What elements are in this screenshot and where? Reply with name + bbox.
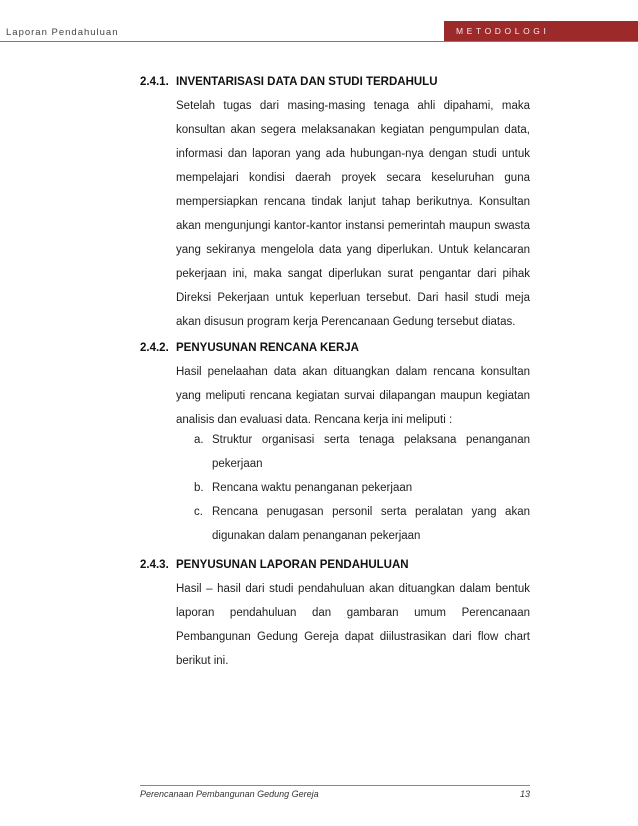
work-plan-list xyxy=(194,428,530,548)
list-item-text: Struktur organisasi serta tenaga pelaksana penanganan pekerjaan xyxy=(212,434,530,470)
section-number: 2.4.2. xyxy=(140,342,169,354)
footer-project-title: Perencanaan Pembangunan Gedung Gereja xyxy=(140,789,319,799)
section-title: PENYUSUNAN LAPORAN PENDAHULUAN xyxy=(176,559,409,571)
section-number: 2.4.1. xyxy=(140,76,169,88)
list-marker: b. xyxy=(194,482,204,494)
list-item xyxy=(194,428,530,476)
list-item xyxy=(194,476,530,500)
section-heading xyxy=(140,559,409,571)
section-heading xyxy=(140,76,438,88)
section-heading xyxy=(140,342,359,354)
section-paragraph: Hasil penelaahan data akan dituangkan dalam rencana konsultan yang meliputi rencana kegiatan survai dilapangan maupun kegiatan analisis dan evaluasi data. Rencana kerja ini meliputi : xyxy=(176,366,530,426)
footer-divider xyxy=(140,785,530,786)
list-marker: a. xyxy=(194,434,204,446)
list-marker: c. xyxy=(194,506,203,518)
list-item xyxy=(194,500,530,548)
header-document-title: Laporan Pendahuluan xyxy=(6,27,119,38)
list-item-text: Rencana penugasan personil serta peralatan yang akan digunakan dalam penanganan pekerjaan xyxy=(212,506,530,542)
page-number: 13 xyxy=(519,789,530,799)
list-item-text: Rencana waktu penanganan pekerjaan xyxy=(212,482,413,494)
section-title: INVENTARISASI DATA DAN STUDI TERDAHULU xyxy=(176,76,438,88)
section-number: 2.4.3. xyxy=(140,559,169,571)
section-paragraph: Setelah tugas dari masing-masing tenaga ahli dipahami, maka konsultan akan segera melaksanakan kegiatan pengumpulan data, informasi dan laporan yang ada hubungan-nya dengan studi untuk mempelajari kondisi daerah proyek secara keseluruhan guna mempersiapkan rencana tindak lanjut tahap berikutnya. Konsultan akan mengunjungi kantor-kantor instansi pemerintah maupun swasta yang sekiranya mengelola data yang diperlukan. Untuk kelancaran pekerjaan ini, maka sangat diperlukan surat pengantar dari pihak Direksi Pekerjaan untuk keperluan tersebut. Dari hasil studi meja akan disusun program kerja Perencanaan Gedung tersebut diatas. xyxy=(176,100,530,328)
header-divider xyxy=(0,41,638,42)
section-title: PENYUSUNAN RENCANA KERJA xyxy=(176,342,359,354)
section-paragraph: Hasil – hasil dari studi pendahuluan akan dituangkan dalam bentuk laporan pendahuluan dan gambaran umum Perencanaan Pembangunan Gedung Gereja dapat diilustrasikan dari flow chart berikut ini. xyxy=(176,583,530,667)
header-chapter-label: METODOLOGI xyxy=(444,21,638,41)
